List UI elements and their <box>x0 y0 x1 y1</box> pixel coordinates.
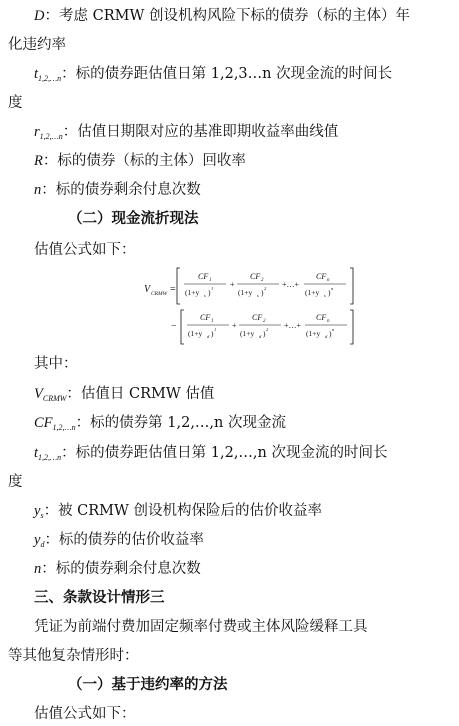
where-label: 其中： <box>34 356 78 372</box>
def-ys <box>34 501 322 526</box>
term-cf1: CF <box>200 313 211 322</box>
term-close: ) <box>328 288 331 297</box>
term-exp: 1 <box>214 327 217 332</box>
term-close: ) <box>208 288 211 297</box>
term-den: (1+y <box>306 329 321 338</box>
valuation-formula <box>140 262 360 348</box>
subscript: d <box>40 540 45 549</box>
case3-paragraph-line1: 凭证为前端付费加固定频率付费或主体风险缓释工具 <box>34 619 368 635</box>
def-recovery <box>34 151 246 171</box>
section-heading-default-rate: （一）基于违约率的方法 <box>68 676 228 693</box>
def-t <box>34 64 392 89</box>
def-t2-cont: 度 <box>8 474 23 490</box>
term-exp: 1 <box>211 286 214 291</box>
term-den: (1+y <box>238 288 253 297</box>
text: ：标的债券的估价收益率 <box>44 532 204 548</box>
def-n <box>34 180 201 200</box>
term-den-sub: d <box>325 334 328 339</box>
bracket-right-2 <box>350 310 353 344</box>
text: ：标的债券第 1,2,…,n 次现金流 <box>75 415 286 431</box>
plus-dots: +…+ <box>284 321 302 330</box>
subscript: CRMW <box>42 394 67 403</box>
term-cfn: CF <box>316 272 327 281</box>
section-heading-cashflow: （二）现金流折现法 <box>68 210 199 227</box>
plus: + <box>232 321 237 330</box>
text: ：标的债券剩余付息次数 <box>41 182 201 198</box>
symbol: r <box>34 124 40 140</box>
term-den: (1+y <box>305 288 320 297</box>
formula-lhs: V <box>144 284 151 295</box>
bracket-left-1 <box>177 268 180 304</box>
plus: + <box>230 280 235 289</box>
term-den: (1+y <box>240 329 255 338</box>
bracket-right-1 <box>350 268 353 304</box>
formula-intro: 估值公式如下： <box>34 242 136 258</box>
term-exp: 2 <box>264 286 267 291</box>
def-t-cont: 度 <box>8 95 23 111</box>
symbol: n <box>34 561 42 577</box>
def-yd <box>34 530 204 555</box>
term-exp: n <box>331 286 334 291</box>
symbol: CF <box>34 415 53 431</box>
symbol: y <box>34 532 41 548</box>
term-den: (1+y <box>185 288 200 297</box>
term-cfn: CF <box>316 313 327 322</box>
term-cf1: CF <box>198 272 209 281</box>
term-exp: 2 <box>266 327 269 332</box>
term-cf2: CF <box>252 313 263 322</box>
term-cf1-sub: 1 <box>209 278 212 283</box>
formula-lhs-sub: CRMW <box>151 291 168 297</box>
term-cf2-sub: 2 <box>263 319 266 324</box>
text: ：标的债券距估值日第 1,2,3…n 次现金流的时间长 <box>61 66 393 82</box>
plus-dots: +…+ <box>282 280 300 289</box>
symbol: y <box>34 503 41 519</box>
term-den-sub: d <box>259 334 262 339</box>
term-cf1-sub: 1 <box>211 319 214 324</box>
symbol: t <box>34 66 39 82</box>
minus: − <box>171 321 177 332</box>
symbol: D <box>34 8 45 24</box>
term-close: ) <box>211 329 214 338</box>
def-cf <box>34 413 286 438</box>
term-cfn-sub: n <box>327 278 330 283</box>
symbol: n <box>34 182 42 198</box>
text: ：标的债券距估值日第 1,2,…,n 次现金流的时间长 <box>61 445 388 461</box>
def-n2 <box>34 559 201 579</box>
term-close: ) <box>261 288 264 297</box>
def-v <box>34 384 214 409</box>
text: ：估值日 CRMW 估值 <box>66 386 215 402</box>
term-close: ) <box>263 329 266 338</box>
term-den: (1+y <box>188 329 203 338</box>
term-cf2: CF <box>250 272 261 281</box>
formula-intro-2: 估值公式如下： <box>34 706 136 722</box>
term-exp: n <box>332 327 335 332</box>
term-den-sub: s <box>324 293 326 298</box>
text: ：考虑 CRMW 创设机构风险下标的债券（标的主体）年 <box>44 8 410 24</box>
symbol: t <box>34 445 39 461</box>
text: ：标的债券（标的主体）回收率 <box>42 153 246 169</box>
symbol: R <box>34 153 43 169</box>
term-cfn-sub: n <box>327 319 330 324</box>
text: ：标的债券剩余付息次数 <box>41 561 201 577</box>
section-heading-case3: 三、条款设计情形三 <box>34 589 165 606</box>
def-t2 <box>34 443 388 468</box>
subscript: 1,2,…n <box>52 423 76 432</box>
term-den-sub: s <box>257 293 259 298</box>
term-close: ) <box>329 329 332 338</box>
def-d <box>34 6 410 26</box>
subscript: 1,2,…n <box>38 74 62 83</box>
def-r <box>34 122 338 147</box>
case3-paragraph-line2: 等其他复杂情形时： <box>8 648 139 664</box>
bracket-left-2 <box>181 310 184 344</box>
formula-eq: = <box>170 284 176 295</box>
text: ：被 CRMW 创设机构保险后的估价收益率 <box>43 503 323 519</box>
text: ：估值日期限对应的基准即期收益率曲线值 <box>62 124 339 140</box>
symbol: V <box>34 386 43 402</box>
term-cf2-sub: 2 <box>261 278 264 283</box>
term-den-sub: d <box>207 334 210 339</box>
term-den-sub: s <box>204 293 206 298</box>
subscript: 1,2,…n <box>39 132 63 141</box>
subscript: s <box>40 511 44 520</box>
subscript: 1,2,…n <box>38 453 62 462</box>
def-d-cont: 化违约率 <box>8 37 66 53</box>
